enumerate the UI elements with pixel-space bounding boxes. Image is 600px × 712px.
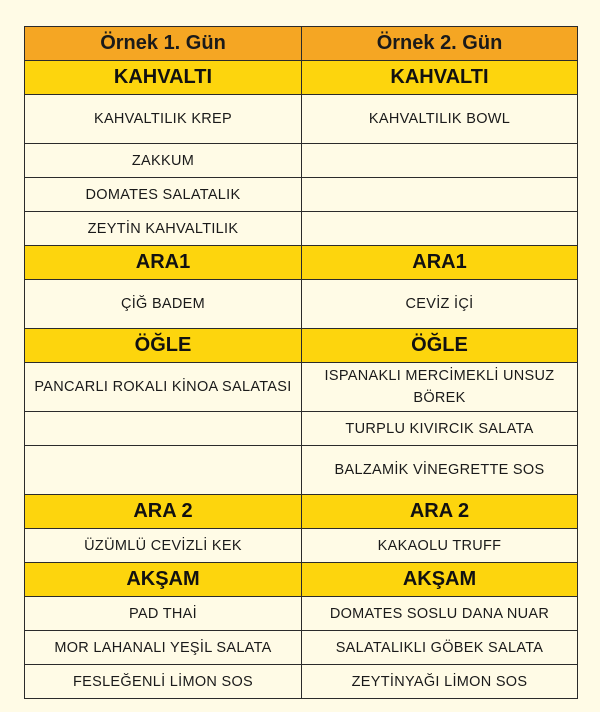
meal-item: ÇİĞ BADEM <box>25 280 302 329</box>
section-row <box>25 329 578 363</box>
table-row <box>25 412 578 446</box>
section-row <box>25 246 578 280</box>
meal-item: KAHVALTILIK KREP <box>25 95 302 144</box>
meal-item: TURPLU KIVIRCIK SALATA <box>302 412 578 446</box>
section-title: KAHVALTI <box>25 61 302 95</box>
meal-item: DOMATES SOSLU DANA NUAR <box>302 597 578 631</box>
section-title: ARA 2 <box>302 495 578 529</box>
meal-item: PANCARLI ROKALI KİNOA SALATASI <box>25 363 302 412</box>
section-title: KAHVALTI <box>302 61 578 95</box>
table-row <box>25 597 578 631</box>
table-row <box>25 144 578 178</box>
meal-item: CEVİZ İÇİ <box>302 280 578 329</box>
table-row <box>25 529 578 563</box>
header-day-1: Örnek 1. Gün <box>25 27 302 61</box>
table-row <box>25 631 578 665</box>
section-title: ÖĞLE <box>302 329 578 363</box>
section-title: ARA1 <box>302 246 578 280</box>
meal-item: ZAKKUM <box>25 144 302 178</box>
meal-item <box>25 446 302 495</box>
meal-item: KAHVALTILIK BOWL <box>302 95 578 144</box>
section-row <box>25 495 578 529</box>
table-row <box>25 212 578 246</box>
section-title: AKŞAM <box>25 563 302 597</box>
meal-item: MOR LAHANALI YEŞİL SALATA <box>25 631 302 665</box>
meal-item: BALZAMİK VİNEGRETTE SOS <box>302 446 578 495</box>
meal-item: FESLEĞENLİ LİMON SOS <box>25 665 302 699</box>
meal-item: ÜZÜMLÜ CEVİZLİ KEK <box>25 529 302 563</box>
section-title: ARA1 <box>25 246 302 280</box>
section-title: AKŞAM <box>302 563 578 597</box>
table-row <box>25 95 578 144</box>
section-row <box>25 563 578 597</box>
meal-item: DOMATES SALATALIK <box>25 178 302 212</box>
meal-item <box>302 178 578 212</box>
section-row <box>25 61 578 95</box>
meal-item <box>302 144 578 178</box>
section-title: ARA 2 <box>25 495 302 529</box>
table-row <box>25 178 578 212</box>
table-row <box>25 280 578 329</box>
meal-item: KAKAOLU TRUFF <box>302 529 578 563</box>
meal-item: ZEYTİN KAHVALTILIK <box>25 212 302 246</box>
meal-item: SALATALIKLI GÖBEK SALATA <box>302 631 578 665</box>
meal-item <box>302 212 578 246</box>
header-day-2: Örnek 2. Gün <box>302 27 578 61</box>
meal-item: ISPANAKLI MERCİMEKLİ UNSUZ BÖREK <box>302 363 578 412</box>
section-title: ÖĞLE <box>25 329 302 363</box>
meal-item <box>25 412 302 446</box>
table-row <box>25 665 578 699</box>
meal-item: ZEYTİNYAĞI LİMON SOS <box>302 665 578 699</box>
meal-plan-table <box>24 26 578 699</box>
meal-item: PAD THAİ <box>25 597 302 631</box>
table-body <box>25 61 578 699</box>
table-row <box>25 363 578 412</box>
table-row <box>25 446 578 495</box>
table-header-row <box>25 27 578 61</box>
